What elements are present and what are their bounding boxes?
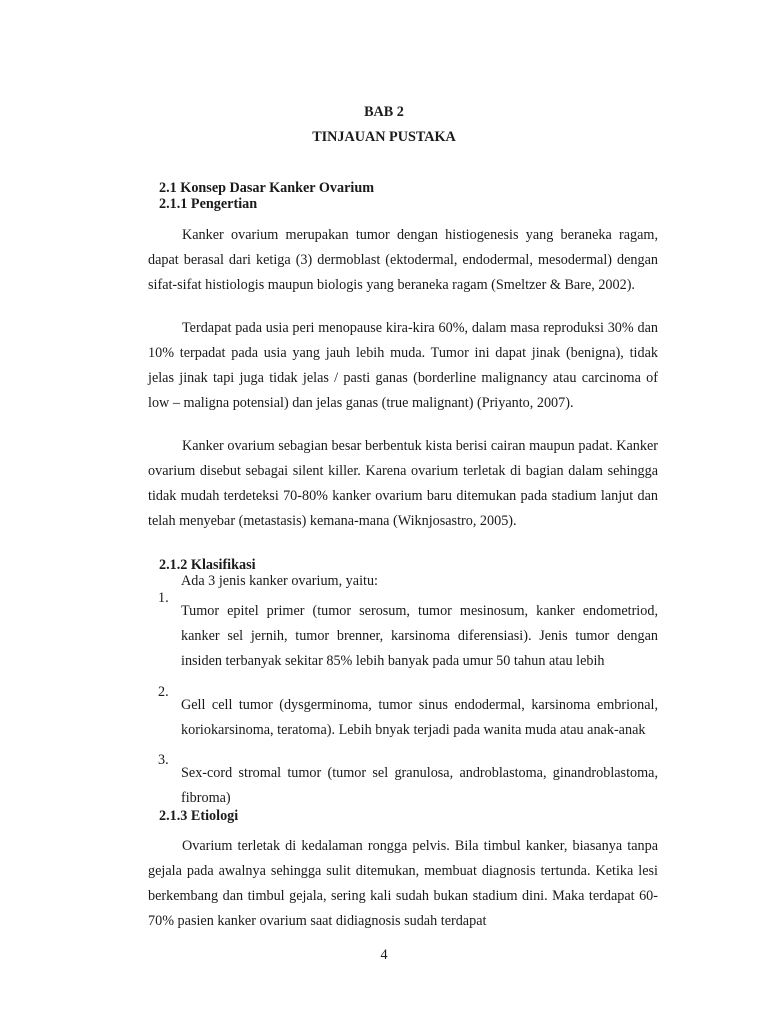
list-item-text: Gell cell tumor (dysgerminoma, tumor sinus endodermal, karsinoma embrional, koriokarsinoma, teratoma). Lebih bnyak terjadi pada wanita muda atau anak-anak [181, 697, 658, 738]
chapter-title: TINJAUAN PUSTAKA [312, 129, 456, 145]
list-number: 3. [158, 752, 169, 768]
paragraph-pengertian-3: Kanker ovarium sebagian besar berbentuk kista berisi cairan maupun padat. Kanker ovarium disebut sebagai silent killer. Karena ovarium terletak di bagian dalam sehingga tidak mudah terdeteksi 70-80% kanker ovarium baru ditemukan pada stadium lanjut dan telah menyebar (metastasis) kemana-mana (Wiknjosastro, 2005). [148, 438, 658, 529]
paragraph-pengertian-2: Terdapat pada usia peri menopause kira-kira 60%, dalam masa reproduksi 30% dan 10% terpadat pada usia yang jauh lebih muda. Tumor ini dapat jinak (benigna), tidak jelas jinak tapi juga tidak jelas / pasti ganas (borderline malignancy atau carcinoma of low – maligna potensial) dan jelas ganas (true malignant) (Priyanto, 2007). [148, 320, 658, 411]
list-item-text: Sex-cord stromal tumor (tumor sel granulosa, androblastoma, ginandroblastoma, fibroma) [181, 765, 658, 806]
list-number: 1. [158, 590, 169, 606]
list-number: 2. [158, 684, 169, 700]
chapter-label: BAB 2 [364, 104, 404, 120]
subsection-heading-2-1-2: 2.1.2 Klasifikasi [159, 557, 256, 573]
klasifikasi-intro: Ada 3 jenis kanker ovarium, yaitu: [181, 573, 378, 589]
paragraph-pengertian-1: Kanker ovarium merupakan tumor dengan histiogenesis yang beraneka ragam, dapat berasal dari ketiga (3) dermoblast (ektodermal, endodermal, mesodermal) dengan sifat-sifat histiologis maupun biologis yang beraneka ragam (Smeltzer & Bare, 2002). [148, 227, 658, 293]
subsection-heading-2-1-1: 2.1.1 Pengertian [159, 196, 258, 212]
list-item-text: Tumor epitel primer (tumor serosum, tumor mesinosum, kanker endometriod, kanker sel jernih, tumor brenner, karsinoma diferensiasi). Jenis tumor dengan insiden terbanyak sekitar 85% lebih banyak pada umur 50 tahun atau lebih [181, 603, 658, 669]
section-heading-2-1: 2.1 Konsep Dasar Kanker Ovarium [159, 180, 375, 196]
paragraph-etiologi: Ovarium terletak di kedalaman rongga pelvis. Bila timbul kanker, biasanya tanpa gejala pada awalnya sehingga sulit ditemukan, membuat diagnosis tertunda. Ketika lesi berkembang dan timbul gejala, sering kali sudah bukan stadium dini. Maka terdapat 60-70% pasien kanker ovarium saat didiagnosis sudah terdapat [148, 838, 658, 929]
page-number: 4 [380, 947, 388, 963]
subsection-heading-2-1-3: 2.1.3 Etiologi [159, 808, 239, 824]
